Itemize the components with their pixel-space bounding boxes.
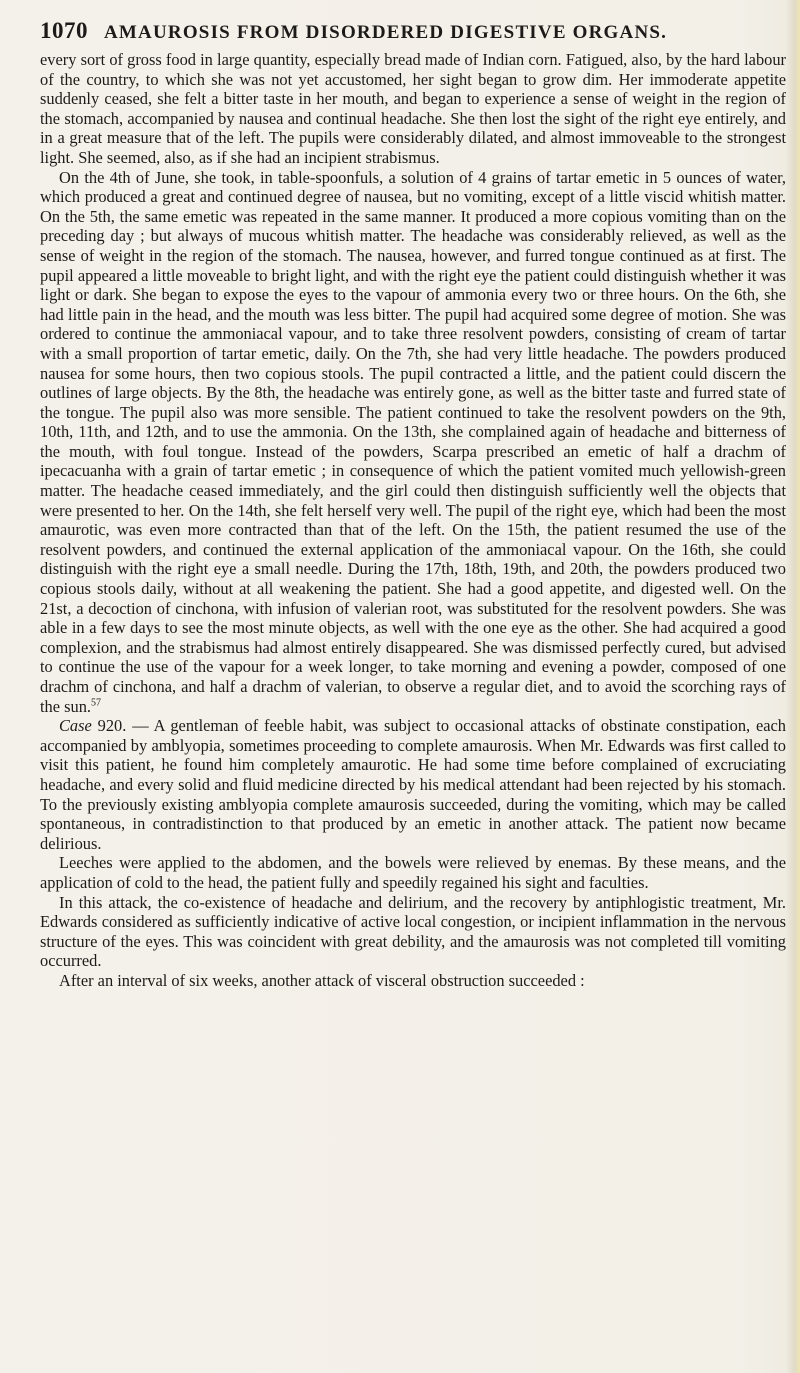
page-number: 1070 (40, 18, 88, 43)
case-label: Case (59, 716, 92, 736)
body-text (40, 50, 786, 991)
page-edge-shadow (786, 0, 800, 1373)
paragraph-second-attack: After an interval of six weeks, another attack of visceral obstruction succeeded : (59, 970, 585, 990)
paragraph-attack-analysis: In this attack, the co-existence of headache and delirium, and the recovery by antiphlogistic treatment, Mr. Edwards considered as sufficiently indicative of active local congestion, or incipient inflammation in the nervous structure of the eyes. This was coincident with great debility, and the amaurosis was not completed till vomiting occurred. (40, 892, 786, 971)
paragraph-treatment: On the 4th of June, she took, in table-spoonfuls, a solution of 4 grains of tartar emetic in 5 ounces of water, which produced a great and continued degree of nausea, but no vomiting, except of a little viscid whitish matter. On the 5th, the same emetic was repeated in the same manner. It produced a more copious vomiting than on the preceding day ; but always of mucous whitish matter. The headache was considerably relieved, as well as the sense of weight in the region of the stomach. The nausea, however, and furred tongue continued as at first. The pupil appeared a little moveable to bright light, and with the right eye the patient could distinguish whether it was light or dark. She began to expose the eyes to the vapour of ammonia every two or three hours. On the 6th, she had little pain in the head, and the mouth was less bitter. The pupil had acquired some degree of motion. She was ordered to continue the ammoniacal vapour, and to take three resolvent powders, consisting of cream of tartar with a small proportion of tartar emetic, daily. On the 7th, she had very little headache. The powders produced nausea for some hours, then two copious stools. The pupil contracted a little, and the patient could discern the outlines of large objects. By the 8th, the headache was entirely gone, as well as the bitter taste and furred state of the tongue. The pupil also was more sensible. The patient continued to take the resolvent powders on the 9th, 10th, 11th, and 12th, and to use the ammonia. On the 13th, she complained again of headache and bitterness of the mouth, with foul tongue. Instead of the powders, Scarpa prescribed an emetic of half a drachm of ipecacuanha with a grain of tartar emetic ; in consequence of which the patient vomited much yellowish-green matter. The headache ceased immediately, and the girl could then distinguish sufficiently well the objects that were presented to her. On the 14th, she felt herself very well. The pupil of the right eye, which had been the most amaurotic, was even more contracted than that of the left. On the 15th, the patient resumed the use of the resolvent powders, and continued the external application of the ammoniacal vapour. On the 16th, she could distinguish with the right eye a small needle. During the 17th, 18th, 19th, and 20th, the powders produced two copious stools daily, without at all weakening the patient. She had a good appetite, and digested well. On the 21st, a decoction of cinchona, with infusion of valerian root, was substituted for the resolvent powders. She was able in a few days to see the most minute objects, as well with the one eye as the other. She had acquired a good complexion, and the strabismus had almost entirely disappeared. She was dismissed perfectly cured, but advised to continue the use of the vapour for a week longer, to take morning and evening a powder, composed of one drachm of cinchona, and half a drachm of valerian, to observe a regular diet, and to avoid the scorching rays of the sun.$^{57}$ (40, 167, 786, 716)
running-head-title: AMAUROSIS FROM DISORDERED DIGESTIVE ORGANS. (104, 22, 668, 43)
paragraph-continuation: every sort of gross food in large quantity, especially bread made of Indian corn. Fatigued, also, by the hard labour of the country, to which she was not yet accustomed, her sight began to grow dim. Her immoderate appetite suddenly ceased, she felt a bitter taste in her mouth, and began to experience a sense of weight in the region of the stomach, accompanied by nausea and continual headache. She then lost the sight of the right eye entirely, and in a great measure that of the left. The pupils were considerably dilated, and almost immoveable to the strongest light. She seemed, also, as if she had an incipient strabismus. (40, 50, 786, 167)
footnote-marker: 57 (91, 697, 101, 709)
paragraph-case-920: Case 920. — A gentleman of feeble habit, was subject to occasional attacks of obstinate constipation, each accompanied by amblyopia, sometimes proceeding to complete amaurosis. When Mr. Edwards was first called to visit this patient, he found him completely amaurotic. He had some time before complained of excruciating headache, and every solid and fluid medicine directed by his medical attendant had been rejected by his stomach. To the previously existing amblyopia complete amaurosis succeeded, during the vomiting, which may be called spontaneous, in contradistinction to that produced by an emetic in another attack. The patient now became delirious. (40, 716, 786, 853)
paragraph-leeches: Leeches were applied to the abdomen, and the bowels were relieved by enemas. By these means, and the application of cold to the head, the patient fully and speedily regained his sight and faculties. (40, 853, 786, 892)
running-header (40, 18, 780, 54)
